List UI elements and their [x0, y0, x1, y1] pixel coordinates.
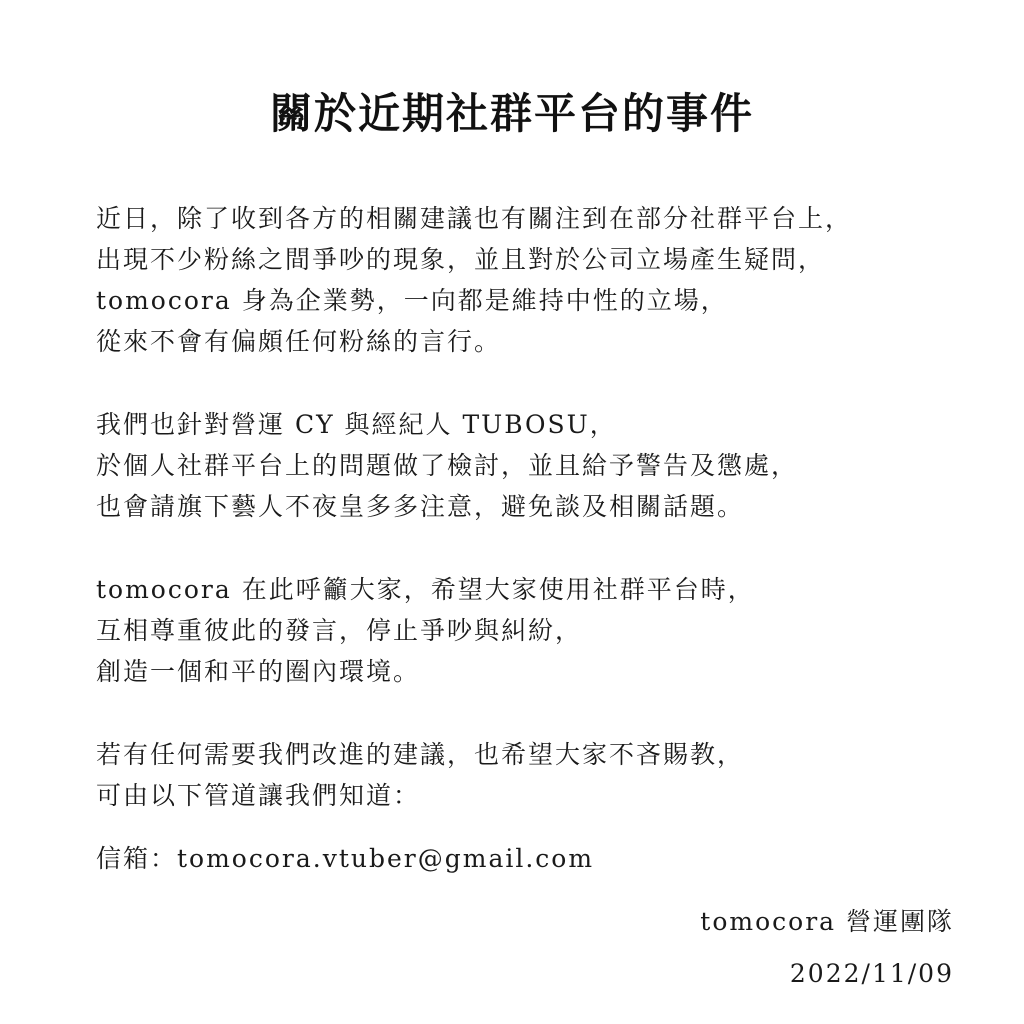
- paragraph-1: [96, 198, 956, 362]
- body-line: 可由以下管道讓我們知道：: [96, 781, 421, 810]
- announcement-body: [96, 198, 956, 858]
- body-line: 近日，除了收到各方的相關建議也有關注到在部分社群平台上，: [96, 204, 853, 233]
- signature-block: [700, 896, 954, 1000]
- paragraph-2: [96, 404, 956, 527]
- body-line: tomocora 在此呼籲大家，希望大家使用社群平台時，: [96, 575, 755, 604]
- body-line: tomocora 身為企業勢，一向都是維持中性的立場，: [96, 286, 728, 315]
- body-line: 我們也針對營運 CY 與經紀人 TUBOSU，: [96, 410, 617, 439]
- body-line: 從來不會有偏頗任何粉絲的言行。: [96, 327, 502, 356]
- body-line: 創造一個和平的圈內環境。: [96, 657, 421, 686]
- body-line: 也會請旗下藝人不夜皇多多注意，避免談及相關話題。: [96, 492, 745, 521]
- announcement-title: 關於近期社群平台的事件: [269, 89, 754, 138]
- signature-team: tomocora 營運團隊: [700, 907, 954, 936]
- contact-email: 信箱：tomocora.vtuber@gmail.com: [96, 844, 595, 873]
- body-line: 於個人社群平台上的問題做了檢討，並且給予警告及懲處，: [96, 451, 799, 480]
- body-line: 若有任何需要我們改進的建議，也希望大家不吝賜教，: [96, 740, 745, 769]
- body-line: 互相尊重彼此的發言，停止爭吵與糾紛，: [96, 616, 583, 645]
- paragraph-4: [96, 734, 956, 816]
- body-line: 出現不少粉絲之間爭吵的現象，並且對於公司立場產生疑問，: [96, 245, 826, 274]
- paragraph-3: [96, 569, 956, 692]
- signature-date: 2022/11/09: [789, 959, 954, 988]
